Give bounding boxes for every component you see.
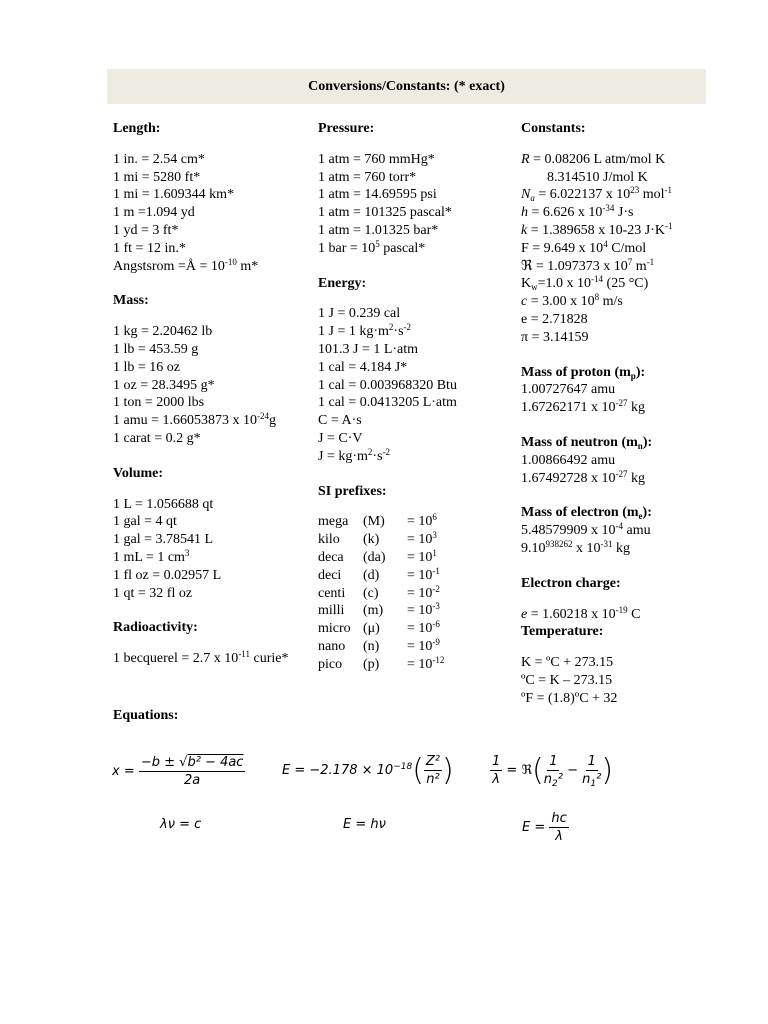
- volume-line: 1 gal = 3.78541 L: [113, 532, 214, 548]
- mass-line: 1 ton = 2000 lbs: [113, 395, 205, 411]
- si-prefix-name: milli: [318, 603, 345, 619]
- column-right: [521, 120, 741, 708]
- mass-line: 1 kg = 2.20462 lb: [113, 324, 213, 340]
- si-prefix-value: = $10^3$: [407, 530, 437, 548]
- si-prefix-value: = $10^6$: [407, 512, 437, 530]
- pressure-line: 1 atm = 101325 pascal*: [318, 205, 452, 221]
- mass-line: 1 lb = 453.59 g: [113, 341, 199, 357]
- mass-line: 1 amu = 1.66053873 x $10^{-24}g$: [113, 411, 276, 429]
- energy-line: 1 cal = 4.184 J*: [318, 359, 408, 375]
- pressure-line: 1 bar = $10^5$ pascal*: [318, 238, 426, 256]
- pressure-heading: Pressure:: [318, 121, 375, 136]
- energy-line: $J = kg\cdot m^2\cdot s^{-2}$: [318, 446, 391, 464]
- proton-mass-heading: Mass of proton $(m_p)$:: [521, 364, 646, 381]
- electron-charge-line: e = 1.60218 x $10^{-19}$ C: [521, 604, 641, 622]
- equations-heading: Equations:: [113, 708, 179, 723]
- si-prefix-row: [318, 549, 518, 567]
- temperature-line: ºF = (1.8)ºC + 32: [521, 690, 618, 706]
- si-prefix-symbol: (p): [363, 656, 380, 672]
- constant-line: ℜ = 1.097373 x $10^7$ $m^{-1}$: [521, 256, 655, 274]
- length-line: 1 ft = 12 in.*: [113, 240, 186, 256]
- si-prefix-value: = $10^{-1}$: [407, 565, 440, 583]
- quadratic-formula: x = $\frac{\text{−b ± √b² − 4ac}}{2a}$: [112, 755, 244, 788]
- si-prefix-row: [318, 620, 518, 638]
- pressure-line: 1 atm = 1.01325 bar*: [318, 222, 439, 238]
- volume-line: 1 fl oz = 0.02957 L: [113, 567, 222, 583]
- si-prefix-value: = $10^1$: [407, 547, 437, 565]
- temperature-line: ºC = K – 273.15: [521, 672, 613, 688]
- si-prefix-name: kilo: [318, 532, 340, 548]
- constant-line: 8.314510 J/mol K: [547, 169, 648, 185]
- neutron-mass-heading: Mass of neutron $(m_n)$:: [521, 434, 653, 451]
- length-line: 1 in. = 2.54 cm*: [113, 151, 205, 167]
- electron-mass-line: 5.48579909 x $10^{-4}$ amu: [521, 521, 651, 539]
- equations-area: [110, 745, 630, 865]
- length-line: 1 mi = 1.609344 km*: [113, 187, 235, 203]
- length-line: 1 yd = 3 ft*: [113, 222, 179, 238]
- si-prefix-table: [318, 513, 518, 673]
- length-line: Angstsrom =Å = $10^{-10}$ m*: [113, 256, 259, 274]
- si-prefix-symbol: (m): [363, 603, 384, 619]
- si-prefix-row: [318, 513, 518, 531]
- pressure-line: 1 atm = 14.69595 psi: [318, 187, 437, 203]
- si-prefix-row: [318, 656, 518, 674]
- neutron-mass-line: 1.00866492 amu: [521, 452, 616, 468]
- si-prefix-name: deci: [318, 567, 342, 583]
- mass-heading: Mass:: [113, 293, 149, 309]
- radioactivity-heading: Radioactivity:: [113, 620, 198, 636]
- constant-line: π = 3.14159: [521, 329, 589, 345]
- si-prefix-symbol: (da): [363, 549, 386, 565]
- si-prefix-value: = $10^{-12}$: [407, 654, 445, 672]
- energy-line: 1 J = 1 $kg\cdot m^2\cdot s^{-2}$: [318, 322, 412, 340]
- si-prefixes-heading: SI prefixes:: [318, 483, 387, 499]
- temperature-heading: Temperature:: [521, 624, 604, 640]
- constants-heading: Constants:: [521, 121, 586, 136]
- energy-line: 101.3 J = 1 L·atm: [318, 341, 419, 357]
- column-left: [113, 120, 313, 668]
- electron-charge-heading: Electron charge:: [521, 575, 621, 591]
- constant-line: k = 1.389658 x 10-23 $J\cdot K^{-1}$: [521, 220, 673, 238]
- si-prefix-value: = $10^{-2}$: [407, 583, 440, 601]
- si-prefix-row: [318, 585, 518, 603]
- si-prefix-name: centi: [318, 585, 346, 601]
- si-prefix-symbol: (k): [363, 532, 380, 548]
- energy-line: J = C·V: [318, 430, 363, 446]
- si-prefix-row: [318, 638, 518, 656]
- pressure-line: 1 atm = 760 mmHg*: [318, 151, 435, 167]
- constant-line: F = 9.649 x $10^4$ C/mol: [521, 238, 647, 256]
- length-heading: Length:: [113, 121, 161, 136]
- si-prefix-name: nano: [318, 638, 346, 654]
- si-prefix-symbol: (c): [363, 585, 379, 601]
- si-prefix-name: mega: [318, 514, 349, 530]
- temperature-line: K = ºC + 273.15: [521, 655, 614, 671]
- si-prefix-row: [318, 531, 518, 549]
- volume-heading: Volume:: [113, 465, 164, 481]
- volume-line: 1 mL = 1 $cm^3$: [113, 547, 190, 565]
- si-prefix-value: = $10^{-9}$: [407, 636, 440, 654]
- si-prefix-name: pico: [318, 656, 343, 672]
- electron-mass-heading: Mass of electron $(m_e)$:: [521, 505, 652, 522]
- mass-line: 1 oz = 28.3495 g*: [113, 377, 215, 393]
- proton-mass-line: 1.00727647 amu: [521, 382, 616, 398]
- energy-line: 1 cal = 0.0413205 L·atm: [318, 395, 457, 411]
- energy-heading: Energy:: [318, 275, 367, 291]
- pressure-line: 1 atm = 760 torr*: [318, 169, 417, 185]
- constant-line: $K_w=1.0$ x $10^{-14}$ (25 °C): [521, 274, 649, 293]
- si-prefix-name: micro: [318, 621, 351, 637]
- energy-line: C = A·s: [318, 413, 362, 429]
- radioactivity-line: 1 becquerel = 2.7 x $10^{-11}$ curie*: [113, 649, 289, 667]
- neutron-mass-line: 1.67492728 x $10^{-27}$ kg: [521, 468, 645, 486]
- wave-equation: λν = c: [160, 817, 202, 832]
- volume-line: 1 L = 1.056688 qt: [113, 496, 214, 512]
- si-prefix-symbol: (n): [363, 638, 380, 654]
- constant-line: $N_a = 6.022137$ x $10^{23}$ mol$^{-1}$: [521, 185, 673, 204]
- column-middle: [318, 120, 518, 674]
- length-line: 1 m =1.094 yd: [113, 205, 195, 221]
- constant-line: c = 3.00 x $10^8$ m/s: [521, 292, 623, 310]
- electron-mass-line: $9.10^{938262}$ x $10^{-31}$ kg: [521, 538, 630, 556]
- volume-line: 1 gal = 4 qt: [113, 514, 177, 530]
- si-prefix-symbol: (d): [363, 567, 380, 583]
- si-prefix-name: deca: [318, 549, 344, 565]
- si-prefix-value: = $10^{-6}$: [407, 619, 440, 637]
- energy-line: 1 cal = 0.003968320 Btu: [318, 377, 457, 393]
- si-prefix-row: [318, 602, 518, 620]
- si-prefix-row: [318, 567, 518, 585]
- page-title: Conversions/Constants: (* exact): [107, 69, 706, 104]
- si-prefix-value: = $10^{-3}$: [407, 601, 440, 619]
- si-prefix-symbol: (μ): [363, 621, 380, 637]
- proton-mass-line: 1.67262171 x $10^{-27}$ kg: [521, 398, 645, 416]
- mass-line: 1 carat = 0.2 g*: [113, 430, 201, 446]
- energy-line: 1 J = 0.239 cal: [318, 306, 401, 322]
- length-line: 1 mi = 5280 ft*: [113, 169, 201, 185]
- photon-energy-equation: E = $\frac{hc}{\lambda}$: [522, 811, 567, 844]
- planck-equation: E = hν: [343, 817, 386, 832]
- bohr-energy-equation: $E = -2.178 \times 10^{-18}$( $\frac{\text{Z²}}{\text{n²}}$ ): [282, 753, 454, 788]
- constant-line: R = 0.08206 L atm/mol K: [521, 151, 666, 167]
- rydberg-equation: $\frac{1}{\lambda}$ = ℜ( $\frac{1}{n_2^2}$ − $\frac{1}{n_1^2}$ ): [492, 753, 614, 789]
- mass-line: 1 lb = 16 oz: [113, 359, 180, 375]
- constant-line: h = 6.626 x $10^{-34}$ J·s: [521, 203, 634, 221]
- volume-line: 1 qt = 32 fl oz: [113, 585, 193, 601]
- constant-line: e = 2.71828: [521, 311, 588, 327]
- si-prefix-symbol: (M): [363, 514, 385, 530]
